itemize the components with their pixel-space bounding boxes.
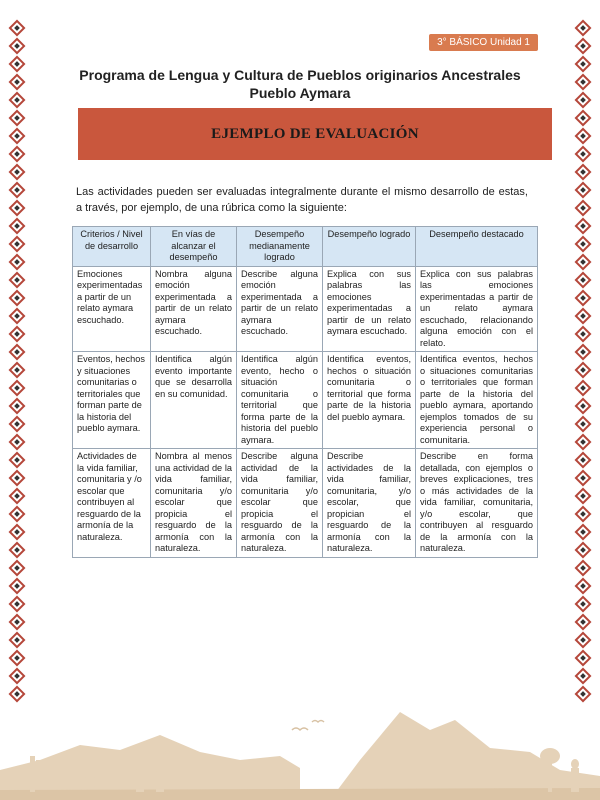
border-pattern-icon [9,200,26,217]
table-cell: Explica con sus palabras las emociones experimentadas a partir de un relato aymara escuchado, relacionando alguna emoción con el relato. [416,266,538,352]
border-pattern-icon [575,578,592,595]
border-pattern-icon [9,146,26,163]
border-pattern-icon [9,578,26,595]
border-pattern-icon [9,128,26,145]
header-cell-destacado: Desempeño destacado [416,227,538,267]
program-title-line2: Pueblo Aymara [249,85,351,101]
border-pattern-icon [9,434,26,451]
border-pattern-icon [575,146,592,163]
border-pattern-icon [9,38,26,55]
border-pattern-icon [575,506,592,523]
border-pattern-icon [9,290,26,307]
table-cell: Identifica algún evento, hecho o situación comunitaria o territorial que forma parte de la historia del pueblo aymara. [237,352,323,449]
table-row [73,449,538,558]
border-pattern-icon [575,650,592,667]
border-pattern-icon [575,128,592,145]
border-pattern-icon [9,542,26,559]
border-pattern-icon [9,380,26,397]
border-pattern-icon [575,236,592,253]
table-row [73,352,538,449]
border-pattern-icon [575,560,592,577]
border-pattern-icon [9,110,26,127]
border-pattern-icon [575,452,592,469]
border-pattern-icon [575,182,592,199]
border-pattern-icon [9,236,26,253]
bird-icon [292,728,308,730]
tree-icon [548,760,552,792]
border-pattern-icon [575,326,592,343]
table-cell: Nombra al menos una actividad de la vida familiar, comunitaria y/o escolar que propicia el resguardo de la armonía con la naturaleza. [151,449,237,558]
intro-paragraph: Las actividades pueden ser evaluadas integralmente durante el mismo desarrollo de estas, a través, por ejemplo, de una rúbrica como la siguiente: [76,186,528,214]
border-pattern-icon [9,218,26,235]
border-pattern-icon [9,344,26,361]
table-cell: Emociones experimentadas a partir de un relato aymara escuchado. [73,266,151,352]
border-pattern-icon [575,542,592,559]
program-title-line1: Programa de Lengua y Cultura de Pueblos originarios Ancestrales [79,67,521,83]
decorative-border-left [6,22,28,690]
border-pattern-icon [9,164,26,181]
table-cell: Describe actividades de la vida familiar, comunitaria, y/o escolar, que propician el resguardo de la armonía con la naturaleza. [323,449,416,558]
border-pattern-icon [575,470,592,487]
border-pattern-icon [575,524,592,541]
rubric-table [72,226,538,558]
border-pattern-icon [9,326,26,343]
cactus-icon [30,756,35,792]
border-pattern-icon [575,596,592,613]
border-pattern-icon [575,272,592,289]
border-pattern-icon [9,272,26,289]
border-pattern-icon [575,110,592,127]
table-cell: Describe alguna emoción experimentada a partir de un relato aymara escuchado. [237,266,323,352]
border-pattern-icon [575,200,592,217]
header-cell-logrado: Desempeño logrado [323,227,416,267]
table-cell: Eventos, hechos y situaciones comunitarias o territoriales que forman parte de la historia del pueblo aymara. [73,352,151,449]
table-cell: Describe en forma detallada, con ejemplos o breves explicaciones, tres o más actividades de la vida familiar, comunitaria, y/o escolar, que contribuyen al resguardo de la armonía con la naturaleza. [416,449,538,558]
border-pattern-icon [9,470,26,487]
border-pattern-icon [575,218,592,235]
landscape-illustration [0,690,600,800]
border-pattern-icon [9,560,26,577]
border-pattern-icon [575,632,592,649]
ground [0,788,600,800]
people-icon [136,767,144,777]
border-pattern-icon [9,308,26,325]
grade-unit-badge: 3° BÁSICO Unidad 1 [429,34,538,51]
header-cell-en-vias: En vías de alcanzar el desempeño [151,227,237,267]
header-cell-criterios: Criterios / Nivel de desarrollo [73,227,151,267]
border-pattern-icon [9,182,26,199]
border-pattern-icon [9,452,26,469]
table-cell: Identifica eventos, hechos o situaciones comunitarias o territoriales que forman parte de la historia del pueblo aymara, aportando ejemplos tomados de su experiencia personal o comunitaria. [416,352,538,449]
border-pattern-icon [575,290,592,307]
border-pattern-icon [575,668,592,685]
border-pattern-icon [9,668,26,685]
table-cell: Actividades de la vida familiar, comunitaria y /o escolar que contribuyen al resguardo de la armonía de la naturaleza. [73,449,151,558]
border-pattern-icon [9,254,26,271]
border-pattern-icon [575,488,592,505]
border-pattern-icon [575,614,592,631]
border-pattern-icon [575,362,592,379]
decorative-border-right [572,22,594,690]
border-pattern-icon [9,488,26,505]
table-cell: Identifica algún evento importante que se desarrolla en su comunidad. [151,352,237,449]
border-pattern-icon [575,20,592,37]
border-pattern-icon [9,506,26,523]
border-pattern-icon [9,596,26,613]
border-pattern-icon [9,362,26,379]
border-pattern-icon [575,308,592,325]
border-pattern-icon [9,20,26,37]
table-row [73,266,538,352]
table-cell: Nombra alguna emoción experimentada a partir de un relato aymara escuchado. [151,266,237,352]
border-pattern-icon [575,164,592,181]
border-pattern-icon [575,254,592,271]
table-cell: Identifica eventos, hechos o situación comunitaria o territorial que forma parte de la historia del pueblo aymara. [323,352,416,449]
border-pattern-icon [9,614,26,631]
figures-icon [571,759,579,769]
table-header-row [73,227,538,267]
border-pattern-icon [9,524,26,541]
border-pattern-icon [575,416,592,433]
border-pattern-icon [9,632,26,649]
section-banner [78,108,552,160]
section-title: EJEMPLO DE EVALUACIÓN [211,125,419,142]
border-pattern-icon [575,344,592,361]
border-pattern-icon [575,380,592,397]
table-cell: Describe alguna actividad de la vida familiar, comunitaria y/o escolar que propicia el resguardo de la armonía con la naturaleza. [237,449,323,558]
border-pattern-icon [575,38,592,55]
border-pattern-icon [9,650,26,667]
border-pattern-icon [9,398,26,415]
header-cell-medianamente: Desempeño medianamente logrado [237,227,323,267]
page-title [0,66,600,102]
border-pattern-icon [575,434,592,451]
border-pattern-icon [9,416,26,433]
border-pattern-icon [575,398,592,415]
table-cell: Explica con sus palabras las emociones experimentadas a partir de un relato aymara escuchado. [323,266,416,352]
